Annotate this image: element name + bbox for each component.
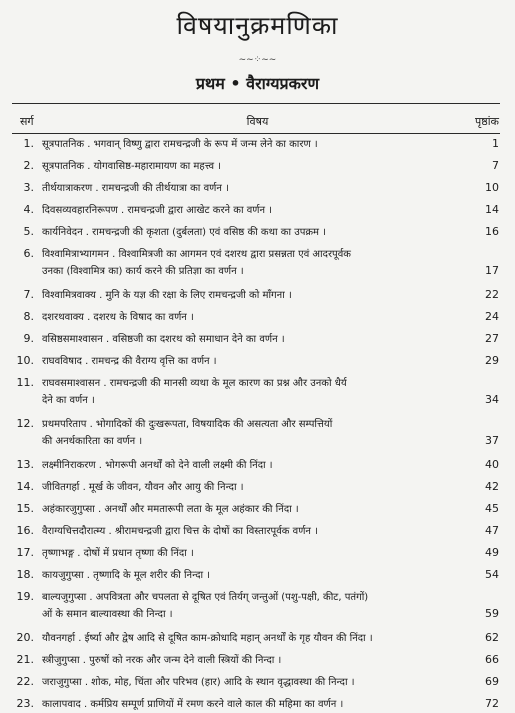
entry-page-number: 69 (485, 675, 499, 688)
entry-number: 22. (16, 675, 34, 688)
entry-number: 1. (23, 137, 34, 150)
entry-page-number: 14 (485, 203, 499, 216)
toc-entry[interactable] (0, 224, 515, 241)
toc-entry[interactable] (0, 353, 515, 370)
entry-text: विश्वामित्रवाक्य . मुनि के यज्ञ की रक्षा के लिए रामचन्द्रजी को माँगना । (42, 290, 292, 301)
entry-text: प्रथमपरिताप . भोगादिकों की दुःखरूपता, विषयादिक की असत्यता और सम्पत्तियों (42, 419, 333, 430)
toc-entry[interactable] (0, 331, 515, 348)
entry-text: सूत्रपातनिक . भगवान् विष्णु द्वारा रामचन्द्रजी के रूप में जन्म लेने का कारण । (42, 139, 318, 150)
entry-number: 10. (16, 354, 34, 367)
toc-entry[interactable] (0, 375, 515, 411)
entry-page-number: 37 (485, 434, 499, 447)
entry-text: जीवितगर्हा . मूर्ख के जीवन, यौवन और आयु की निन्दा । (42, 482, 244, 493)
entry-page-number: 45 (485, 502, 499, 515)
toc-entry[interactable] (0, 652, 515, 669)
entry-number: 17. (16, 546, 34, 559)
entry-text: उनका (विश्वामित्र का) कार्य करने की प्रतिज्ञा का वर्णन । (42, 266, 244, 277)
entry-text: वैराग्यचित्तदौरात्म्य . श्रीरामचन्द्रजी द्वारा चित्त के दोषों का विस्तारपूर्वक वर्णन । (42, 526, 318, 537)
entry-page-number: 34 (485, 393, 499, 406)
toc-entry[interactable] (0, 567, 515, 584)
toc-entry[interactable] (0, 180, 515, 197)
entry-page-number: 7 (492, 159, 499, 172)
entry-text: विश्वामित्राभ्यागमन . विश्वामित्रजी का आगमन एवं दशरथ द्वारा प्रसन्नता एवं आदरपूर्वक (42, 249, 351, 260)
toc-entry[interactable] (0, 674, 515, 691)
entry-page-number: 27 (485, 332, 499, 345)
entry-page-number: 40 (485, 458, 499, 471)
entry-page-number: 17 (485, 264, 499, 277)
entry-number: 5. (23, 225, 34, 238)
toc-entry[interactable] (0, 309, 515, 326)
entry-page-number: 42 (485, 480, 499, 493)
toc-entry[interactable] (0, 246, 515, 282)
entry-text: स्त्रीजुगुप्सा . पुरुषों को नरक और जन्म देने वाली स्त्रियों की निन्दा । (42, 655, 282, 666)
entry-page-number: 22 (485, 288, 499, 301)
entry-text: यौवनगर्हा . ईर्ष्या और द्वेष आदि से दूषित काम-क्रोधादि महान् अनर्थों के गृह यौवन की निंदा । (42, 633, 373, 644)
toc-entry[interactable] (0, 630, 515, 647)
entry-number: 20. (16, 631, 34, 644)
toc-entry[interactable] (0, 416, 515, 452)
entry-page-number: 10 (485, 181, 499, 194)
entry-text: राघवविषाद . रामचन्द्र की वैराग्य वृत्ति का वर्णन । (42, 356, 217, 367)
entry-page-number: 49 (485, 546, 499, 559)
entry-number: 9. (23, 332, 34, 345)
entry-page-number: 66 (485, 653, 499, 666)
toc-entry[interactable] (0, 589, 515, 625)
entry-number: 15. (16, 502, 34, 515)
entry-text: बाल्यजुगुप्सा . अपवित्रता और चपलता से दूषित एवं तिर्यग् जन्तुओं (पशु-पक्षी, कीट, पतंगों) (42, 592, 369, 603)
entry-number: 18. (16, 568, 34, 581)
entry-text: अहंकारजुगुप्सा . अनर्थों और ममतारूपी लता के मूल अहंकार की निंदा । (42, 504, 299, 515)
entry-page-number: 24 (485, 310, 499, 323)
toc-entry[interactable] (0, 287, 515, 304)
toc-entry[interactable] (0, 479, 515, 496)
entry-text: की अनर्थकारिता का वर्णन । (42, 436, 143, 447)
entry-page-number: 1 (492, 137, 499, 150)
toc-entry[interactable] (0, 457, 515, 474)
toc-entry[interactable] (0, 523, 515, 540)
toc-entry[interactable] (0, 158, 515, 175)
entry-number: 13. (16, 458, 34, 471)
entry-text: कार्यनिवेदन . रामचन्द्रजी की कृशता (दुर्बलता) एवं वसिष्ठ की कथा का उपक्रम । (42, 227, 327, 238)
toc-entry[interactable] (0, 545, 515, 562)
entry-text: देने का वर्णन । (42, 395, 95, 406)
entry-page-number: 47 (485, 524, 499, 537)
entry-number: 12. (16, 417, 34, 430)
entry-number: 16. (16, 524, 34, 537)
ornament-divider: ~~⁘~~ (238, 55, 277, 65)
entry-text: दशरथवाक्य . दशरथ के विषाद का वर्णन । (42, 312, 194, 323)
section-heading: प्रथम • वैराग्यप्रकरण (195, 74, 320, 93)
toc-entry[interactable] (0, 501, 515, 518)
entry-number: 21. (16, 653, 34, 666)
entry-page-number: 59 (485, 607, 499, 620)
entry-text: कालापवाद . कर्मप्रिय सम्पूर्ण प्राणियों में रमण करने वाले काल की महिमा का वर्णन । (42, 699, 344, 710)
entry-text: राघवसमाश्वासन . रामचन्द्रजी की मानसी व्यथा के मूल कारण का प्रश्न और उनको धैर्य (42, 378, 347, 389)
entry-number: 7. (23, 288, 34, 301)
entry-number: 8. (23, 310, 34, 323)
entry-number: 2. (23, 159, 34, 172)
entry-page-number: 62 (485, 631, 499, 644)
entry-number: 6. (23, 247, 34, 260)
column-header-vishay: विषय (246, 115, 269, 128)
entry-text: जराजुगुप्सा . शोक, मोह, चिंता और परिभव (हार) आदि के स्थान वृद्धावस्था की निन्दा । (42, 677, 355, 688)
toc-entry[interactable] (0, 202, 515, 219)
toc-entry[interactable] (0, 136, 515, 153)
entry-page-number: 16 (485, 225, 499, 238)
entry-text: कायजुगुप्सा . तृष्णादि के मूल शरीर की निन्दा । (42, 570, 211, 581)
toc-entry[interactable] (0, 696, 515, 713)
entry-text: सूत्रपातनिक . योगवासिष्ठ-महारामायण का महत्त्व । (42, 161, 222, 172)
entry-page-number: 29 (485, 354, 499, 367)
column-header-sarg: सर्ग (20, 115, 34, 128)
entry-text: दिवसव्यवहारनिरूपण . रामचन्द्रजी द्वारा आखेट करने का वर्णन । (42, 205, 273, 216)
entry-text: तृष्णाभङ्ग . दोषों में प्रधान तृष्णा की निंदा । (42, 548, 194, 559)
page-title: विषयानुक्रमणिका (176, 11, 339, 40)
entry-page-number: 54 (485, 568, 499, 581)
column-header-page: पृष्ठांक (474, 115, 499, 128)
entry-number: 3. (23, 181, 34, 194)
entry-number: 4. (23, 203, 34, 216)
entry-number: 14. (16, 480, 34, 493)
entry-number: 23. (16, 697, 34, 710)
entry-text: तीर्थयात्राकरण . रामचन्द्रजी की तीर्थयात्रा का वर्णन । (42, 183, 229, 194)
entry-text: वसिष्ठसमाश्वासन . वसिष्ठजी का दशरथ को समाधान देने का वर्णन । (42, 334, 285, 345)
entry-number: 19. (16, 590, 34, 603)
entry-text: ओं के समान बाल्यावस्था की निन्दा । (42, 609, 173, 620)
entry-text: लक्ष्मीनिराकरण . भोगरूपी अनर्थों को देने वाली लक्ष्मी की निंदा । (42, 460, 273, 471)
entry-number: 11. (16, 376, 34, 389)
entry-page-number: 72 (485, 697, 499, 710)
